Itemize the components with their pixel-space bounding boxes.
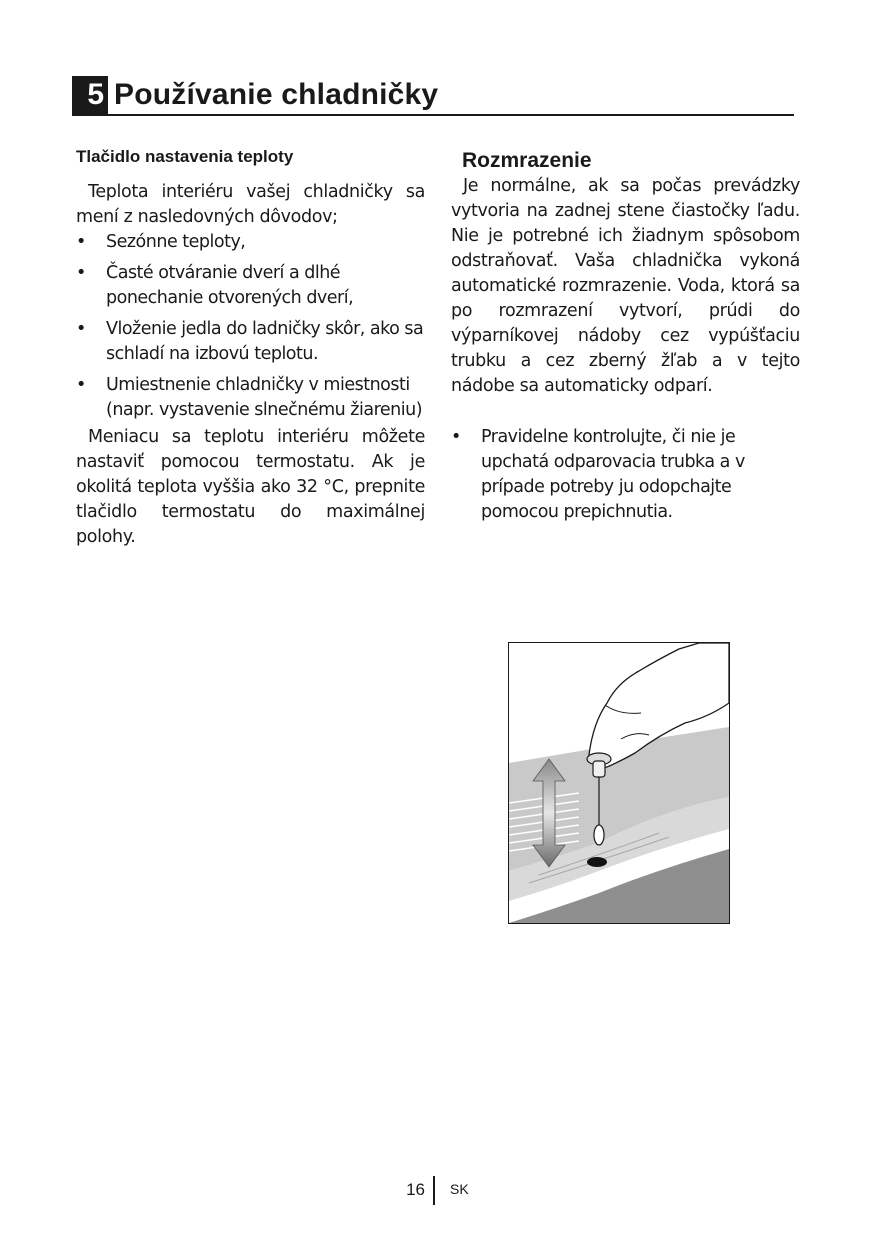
defrost-body: Je normálne, ak sa počas prevádzky vytvoria na zadnej stene čiastočky ľadu. Nie je potrebné ich žiadnym spôsobom odstraňovať. Vaša chladnička vykoná automatické rozmrazenie. Voda, ktorá sa po rozmrazení vytvorí, prúdi do výparníkovej nádoby cez vypúšťaciu trubku a cez zberný žľab a v tejto nádobe sa automaticky odparí. bbox=[451, 176, 800, 396]
bullet-symbol: • bbox=[76, 263, 86, 283]
temperature-outro: Meniacu sa teplotu interiéru môžete nastaviť pomocou termostatu. Ak je okolitá teplota vyššia ako 32 °C, prepnite tlačidlo termostatu do maximálnej polohy. bbox=[76, 427, 425, 547]
list-item-text: Sezónne teploty, bbox=[106, 232, 246, 252]
defrost-tips-list bbox=[451, 425, 800, 525]
list-item bbox=[451, 425, 800, 525]
footer-divider bbox=[433, 1176, 435, 1205]
chapter-header bbox=[72, 76, 794, 116]
bullet-symbol: • bbox=[76, 232, 86, 252]
list-item-text: Pravidelne kontrolujte, či nie je upchatá odparovacia trubka a v prípade potreby ju odopchajte pomocou prepichnutia. bbox=[481, 427, 745, 522]
list-item bbox=[76, 373, 425, 423]
bullet-symbol: • bbox=[451, 427, 461, 447]
list-item-text: Časté otváranie dverí a dlhé ponechanie otvorených dverí, bbox=[106, 263, 354, 308]
temperature-reasons-list bbox=[76, 230, 425, 423]
bullet-symbol: • bbox=[76, 375, 86, 395]
temperature-intro: Teplota interiéru vašej chladničky sa mení z nasledovných dôvodov; bbox=[76, 182, 425, 227]
defrost-heading: Rozmrazenie bbox=[462, 149, 592, 172]
page-number: 16 bbox=[406, 1180, 425, 1199]
defrost-section bbox=[451, 146, 800, 531]
chapter-number: 5 bbox=[72, 76, 108, 114]
list-item-text: Vloženie jedla do ladničky skôr, ako sa schladí na izbovú teplotu. bbox=[106, 319, 424, 364]
language-code: SK bbox=[450, 1181, 469, 1197]
drain-hole bbox=[587, 857, 607, 867]
temperature-heading: Tlačidlo nastavenia teploty bbox=[76, 147, 294, 166]
list-item bbox=[76, 261, 425, 311]
temperature-section bbox=[76, 146, 425, 550]
list-item bbox=[76, 230, 425, 255]
chapter-title: Používanie chladničky bbox=[114, 78, 439, 111]
list-item-text: Umiestnenie chladničky v miestnosti (napr. vystavenie slnečnému žiareniu) bbox=[106, 375, 423, 420]
list-item bbox=[76, 317, 425, 367]
page-footer bbox=[0, 1176, 875, 1206]
bullet-symbol: • bbox=[76, 319, 86, 339]
drain-cleaning-drawing bbox=[509, 643, 729, 923]
defrost-illustration bbox=[508, 642, 730, 924]
